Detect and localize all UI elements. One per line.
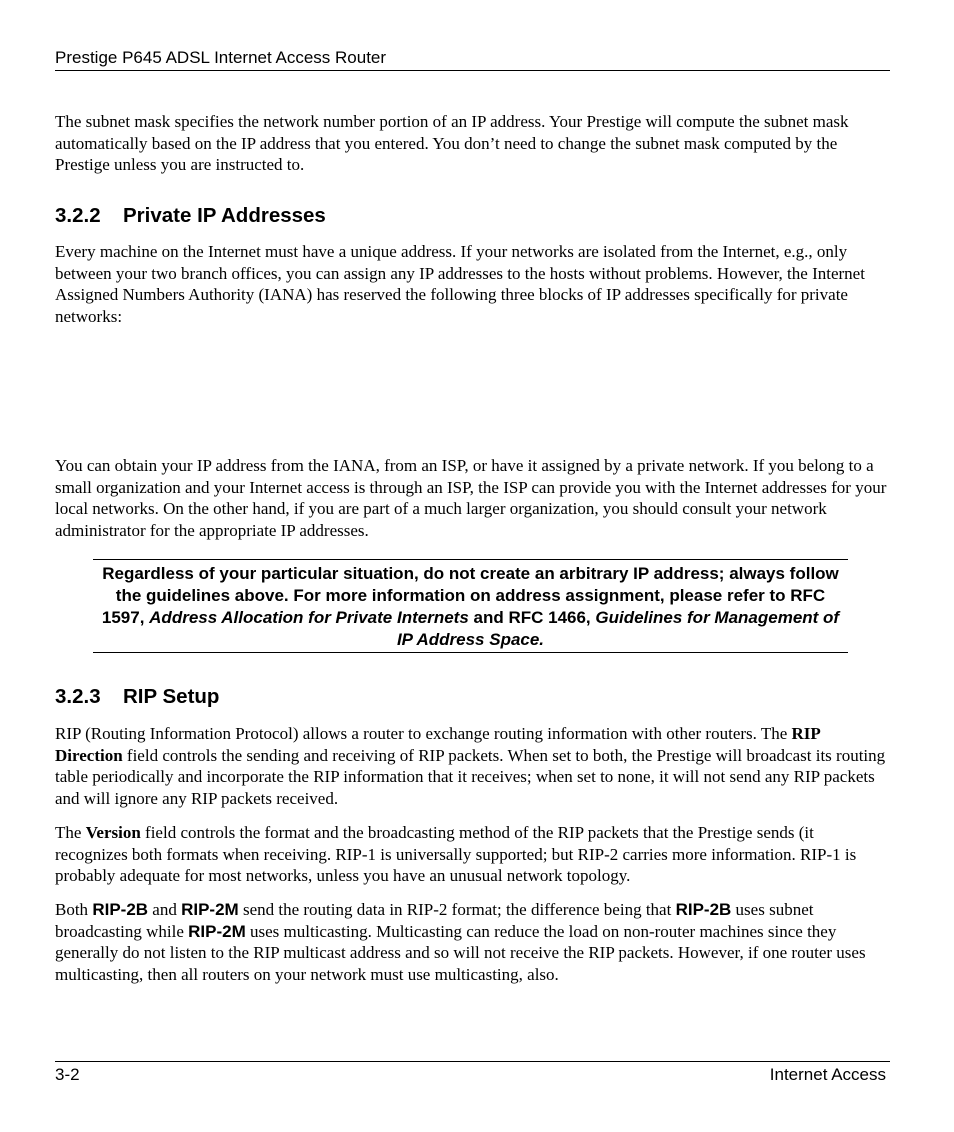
- text-run: uses subnet broadcasting while: [55, 900, 814, 941]
- ip-address-source-paragraph: You can obtain your IP address from the IANA, from an ISP, or have it assigned by a private network. If you belong to a small organization and your Internet access is through an ISP, the ISP can provide you with the Internet addresses for your local networks. On the other hand, if you are part of a much larger organization, you should consult your network administrator for the appropriate IP addresses.: [55, 456, 887, 540]
- rip-version-paragraph: [55, 822, 890, 887]
- intro-paragraph: The subnet mask specifies the network number portion of an IP address. Your Prestige will compute the subnet mask automatically based on the IP address that you entered. You don’t need to change the subnet mask computed by the Prestige unless you are instructed to.: [55, 112, 849, 175]
- rip-2m-term: RIP-2M: [188, 921, 246, 941]
- version-term: Version: [85, 823, 141, 842]
- section-heading-rip-setup: [55, 685, 219, 709]
- footer-rule: [55, 1061, 890, 1062]
- rip-2b-term: RIP-2B: [92, 900, 149, 919]
- private-ip-paragraph: Every machine on the Internet must have a unique address. If your networks are isolated from the Internet, e.g., only between your two branch offices, you can assign any IP addresses to the hosts without problems. However, the Internet Assigned Numbers Authority (IANA) has reserved the following three blocks of IP addresses specifically for private networks:: [55, 242, 865, 326]
- section-number: 3.2.2: [55, 204, 101, 227]
- page-header-title: Prestige P645 ADSL Internet Access Router: [55, 48, 387, 67]
- rip-2b-2m-paragraph: [55, 899, 890, 985]
- note-box: [93, 559, 848, 653]
- header-rule: [55, 70, 890, 71]
- section-title: RIP Setup: [123, 685, 220, 708]
- note-rfc1466-title: Guidelines for Management of IP Address Space.: [396, 608, 840, 649]
- chapter-title: Internet Access: [769, 1065, 886, 1084]
- note-text-part: and RFC 1466,: [468, 608, 596, 627]
- rip-direction-paragraph: [55, 723, 890, 809]
- text-run: and: [148, 900, 182, 919]
- text-run: Both: [55, 900, 93, 919]
- note-text-part: Regardless of your particular situation, do not create an arbitrary IP address; always follow the guidelines above. For more information on address assignment, please refer to RFC 1597,: [101, 564, 839, 627]
- section-title: Private IP Addresses: [123, 204, 326, 227]
- section-number: 3.2.3: [55, 685, 101, 708]
- page-number: 3-2: [55, 1065, 80, 1084]
- text-run: RIP (Routing Information Protocol) allows a router to exchange routing information with other routers. The: [55, 724, 792, 743]
- rip-2b-term: RIP-2B: [675, 900, 732, 919]
- text-run: uses multicasting. Multicasting can reduce the load on non-router machines since they generally do not listen to the RIP multicast address and so will not receive the RIP packets. However, if one router uses multicasting, then all routers on your network must use multicasting, also.: [55, 921, 866, 984]
- rip-direction-term: RIP Direction: [55, 724, 820, 765]
- text-run: The: [55, 823, 86, 842]
- text-run: send the routing data in RIP-2 format; the difference being that: [238, 900, 676, 919]
- note-text: [93, 560, 848, 651]
- text-run: field controls the format and the broadcasting method of the RIP packets that the Prestige sends (it recognizes both formats when receiving. RIP-1 is universally supported; but RIP-2 carries more information. RIP-1 is probably adequate for most networks, unless you have an unusual network topology.: [55, 823, 857, 886]
- note-rfc1597-title: Address Allocation for Private Internets: [149, 608, 469, 627]
- section-heading-private-ip: [55, 204, 326, 228]
- rip-2m-term: RIP-2M: [181, 900, 239, 919]
- text-run: field controls the sending and receiving of RIP packets. When set to both, the Prestige will broadcast its routing table periodically and incorporate the RIP information that it receives; when set to none, it will not send any RIP packets and will ignore any RIP packets received.: [55, 745, 886, 808]
